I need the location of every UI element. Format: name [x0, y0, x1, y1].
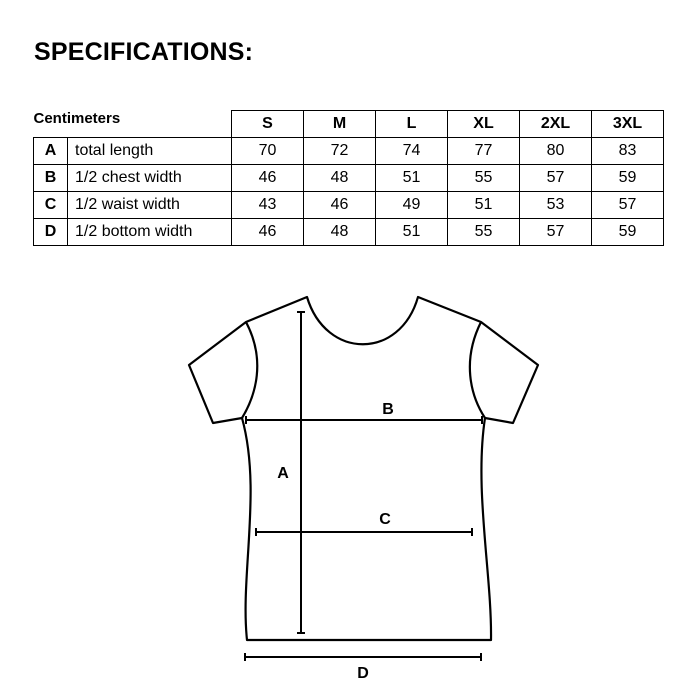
measure-label-c: C: [379, 511, 391, 528]
right-sleeve-seam: [470, 322, 485, 418]
table-cell: 53: [520, 192, 592, 219]
table-cell: 83: [592, 138, 664, 165]
row-letter: B: [34, 165, 68, 192]
row-label: 1/2 chest width: [68, 165, 232, 192]
table-cell: 59: [592, 165, 664, 192]
row-letter: D: [34, 219, 68, 246]
table-cell: 80: [520, 138, 592, 165]
table-cell: 55: [448, 219, 520, 246]
measure-line-a: [297, 312, 305, 633]
table-cell: 46: [232, 219, 304, 246]
page-title: SPECIFICATIONS:: [34, 38, 254, 66]
table-cell: 51: [376, 165, 448, 192]
size-header: S: [232, 111, 304, 138]
table-cell: 49: [376, 192, 448, 219]
row-label: 1/2 waist width: [68, 192, 232, 219]
table-cell: 57: [592, 192, 664, 219]
size-header: 2XL: [520, 111, 592, 138]
measure-label-d: D: [357, 665, 369, 682]
left-sleeve-seam: [242, 322, 257, 418]
table-cell: 74: [376, 138, 448, 165]
table-cell: 55: [448, 165, 520, 192]
table-cell: 51: [448, 192, 520, 219]
table-cell: 48: [304, 219, 376, 246]
measure-line-b: [246, 416, 482, 424]
unit-label: Centimeters: [34, 111, 232, 138]
measure-label-a: A: [277, 465, 289, 482]
table-cell: 70: [232, 138, 304, 165]
table-cell: 77: [448, 138, 520, 165]
table-cell: 57: [520, 219, 592, 246]
table-cell: 51: [376, 219, 448, 246]
size-header: XL: [448, 111, 520, 138]
size-header: M: [304, 111, 376, 138]
size-header: 3XL: [592, 111, 664, 138]
measure-line-c: [256, 528, 472, 536]
measure-label-b: B: [382, 401, 394, 418]
table-cell: 46: [232, 165, 304, 192]
row-letter: A: [34, 138, 68, 165]
row-label: 1/2 bottom width: [68, 219, 232, 246]
table-cell: 48: [304, 165, 376, 192]
table-cell: 72: [304, 138, 376, 165]
table-cell: 43: [232, 192, 304, 219]
tshirt-outline: [189, 297, 538, 640]
row-label: total length: [68, 138, 232, 165]
table-cell: 46: [304, 192, 376, 219]
table-cell: 59: [592, 219, 664, 246]
measure-line-d: [245, 653, 481, 661]
size-header: L: [376, 111, 448, 138]
table-cell: 57: [520, 165, 592, 192]
row-letter: C: [34, 192, 68, 219]
